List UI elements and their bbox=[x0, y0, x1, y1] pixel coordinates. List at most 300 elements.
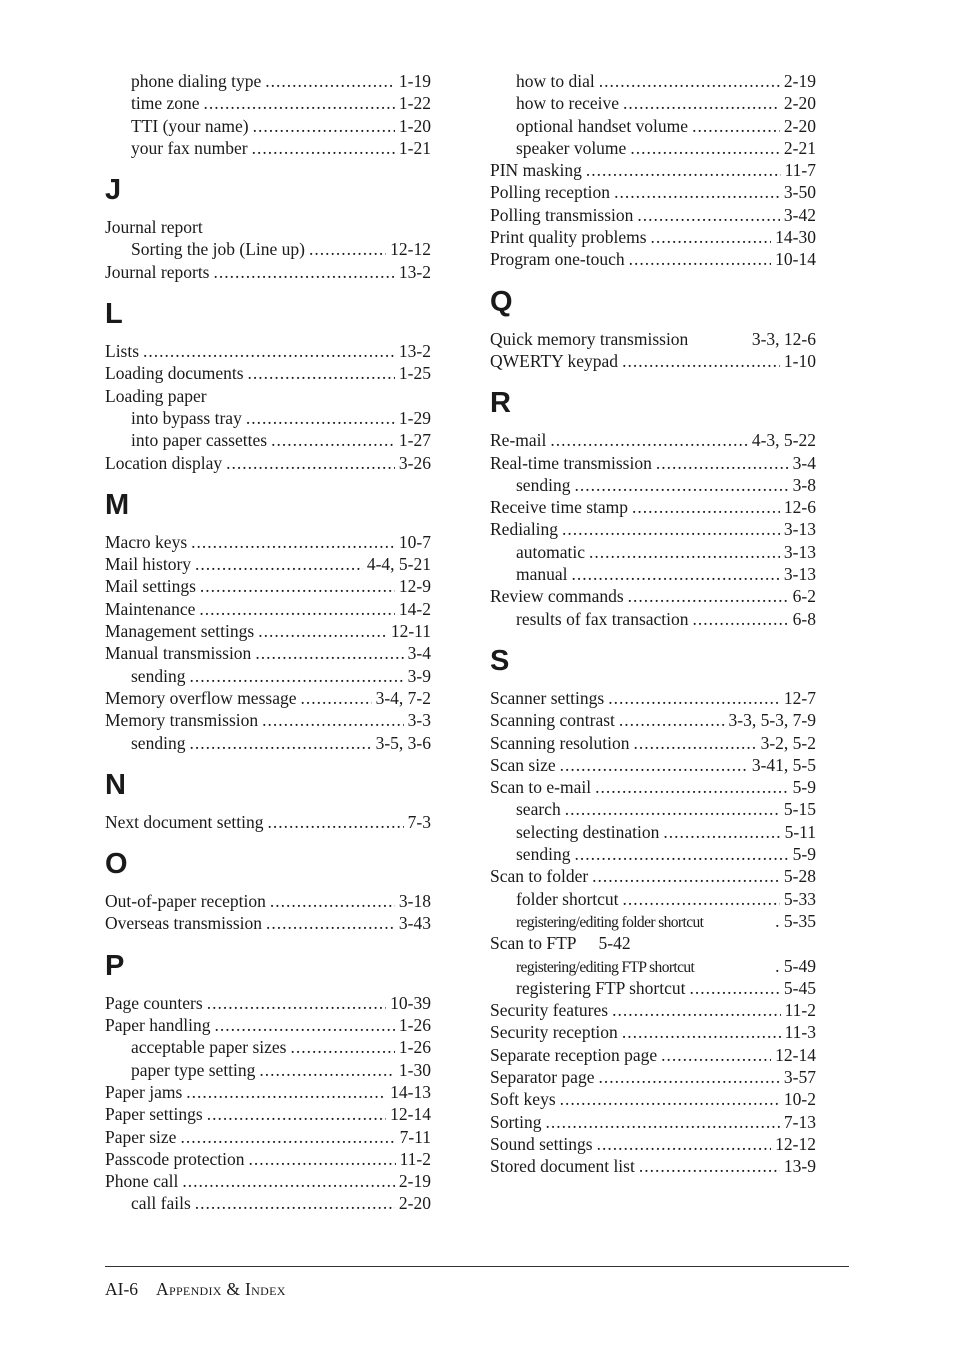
dot-leader bbox=[622, 1021, 781, 1043]
index-subentry bbox=[490, 821, 816, 843]
entry-page-ref: 3-50 bbox=[783, 182, 816, 203]
entry-label: Mail settings bbox=[105, 576, 196, 597]
dot-leader bbox=[623, 888, 780, 910]
footer-divider bbox=[105, 1266, 849, 1267]
entry-label: Sorting the job (Line up) bbox=[131, 239, 306, 260]
dot-leader bbox=[572, 563, 780, 585]
entry-page-ref: . 5-49 bbox=[775, 955, 816, 976]
entry-label: Scan to folder bbox=[490, 866, 589, 887]
entry-label: Lists bbox=[105, 341, 140, 362]
index-subentry bbox=[105, 115, 431, 137]
dot-leader bbox=[253, 115, 395, 137]
entry-label: sending bbox=[131, 665, 186, 686]
entry-label: sending bbox=[516, 474, 571, 495]
dot-leader bbox=[248, 362, 395, 384]
index-entry bbox=[490, 159, 816, 181]
index-letter-heading: S bbox=[490, 644, 510, 677]
dot-leader bbox=[270, 890, 395, 912]
index-entry bbox=[490, 687, 816, 709]
entry-page-ref: 10-39 bbox=[390, 992, 431, 1013]
entry-page-ref: 1-20 bbox=[398, 115, 431, 136]
entry-label: Scan to FTP bbox=[490, 933, 577, 954]
index-entry bbox=[490, 1155, 816, 1177]
index-entry bbox=[490, 429, 816, 451]
entry-page-ref: 7-13 bbox=[783, 1111, 816, 1132]
section-title: Appendix & Index bbox=[156, 1279, 286, 1299]
index-entry bbox=[490, 1088, 816, 1110]
entry-label: Redialing bbox=[490, 519, 559, 540]
index-subentry bbox=[105, 1036, 431, 1058]
entry-page-ref: 11-3 bbox=[784, 1022, 816, 1043]
entry-page-ref: 5-28 bbox=[783, 866, 816, 887]
entry-label: time zone bbox=[131, 93, 200, 114]
index-letter-heading: L bbox=[105, 298, 123, 331]
entry-label: Print quality problems bbox=[490, 227, 647, 248]
index-subentry bbox=[490, 843, 816, 865]
entry-page-ref: 3-57 bbox=[783, 1066, 816, 1087]
index-letter-heading: J bbox=[105, 174, 122, 207]
dot-leader bbox=[639, 1155, 780, 1177]
entry-page-ref: 3-26 bbox=[398, 452, 431, 473]
entry-label: Overseas transmission bbox=[105, 913, 262, 934]
entry-label: PIN masking bbox=[490, 160, 582, 181]
dot-leader bbox=[663, 821, 780, 843]
entry-label: Page counters bbox=[105, 992, 203, 1013]
index-entry bbox=[105, 385, 431, 407]
entry-page-ref: 1-27 bbox=[398, 430, 431, 451]
entry-label: Sound settings bbox=[490, 1133, 593, 1154]
entry-label: Scanner settings bbox=[490, 687, 605, 708]
entry-page-ref: 10-14 bbox=[775, 249, 816, 270]
entry-label: sending bbox=[131, 732, 186, 753]
entry-label: Paper settings bbox=[105, 1104, 203, 1125]
entry-page-ref: 3-13 bbox=[783, 564, 816, 585]
dot-leader bbox=[266, 912, 395, 934]
dot-leader bbox=[271, 429, 395, 451]
index-entry bbox=[490, 999, 816, 1021]
dot-leader bbox=[622, 350, 780, 372]
entry-label: Real-time transmission bbox=[490, 452, 652, 473]
dot-leader bbox=[630, 137, 780, 159]
entry-page-ref: 1-30 bbox=[398, 1059, 431, 1080]
entry-label: Security features bbox=[490, 1000, 609, 1021]
dot-leader bbox=[300, 687, 371, 709]
entry-label: Passcode protection bbox=[105, 1148, 245, 1169]
entry-page-ref: 2-20 bbox=[783, 115, 816, 136]
entry-page-ref: 13-2 bbox=[398, 341, 431, 362]
index-entry bbox=[490, 181, 816, 203]
index-subentry bbox=[490, 977, 816, 999]
index-subentry bbox=[105, 732, 431, 754]
entry-page-ref: 3-18 bbox=[398, 891, 431, 912]
index-entry bbox=[105, 1103, 431, 1125]
dot-leader bbox=[574, 474, 788, 496]
entry-page-ref: 12-7 bbox=[783, 687, 816, 708]
entry-page-ref: 4-3, 5-22 bbox=[751, 430, 816, 451]
dot-leader bbox=[612, 999, 780, 1021]
dot-leader bbox=[628, 585, 789, 607]
dot-leader bbox=[180, 1126, 395, 1148]
dot-leader bbox=[692, 115, 780, 137]
entry-page-ref: 3-8 bbox=[792, 474, 816, 495]
index-subentry bbox=[490, 798, 816, 820]
index-entry bbox=[105, 340, 431, 362]
entry-label: Security reception bbox=[490, 1022, 618, 1043]
index-subentry bbox=[105, 70, 431, 92]
dot-leader bbox=[246, 407, 395, 429]
dot-leader bbox=[595, 776, 789, 798]
entry-page-ref: 12-12 bbox=[390, 239, 431, 260]
entry-label: Scanning contrast bbox=[490, 710, 615, 731]
index-letter-heading: N bbox=[105, 768, 126, 801]
entry-label: search bbox=[516, 799, 561, 820]
dot-leader bbox=[182, 1170, 395, 1192]
entry-page-ref: 5-9 bbox=[792, 777, 816, 798]
dot-leader bbox=[546, 1111, 780, 1133]
dot-leader bbox=[255, 642, 403, 664]
entry-page-ref: 12-14 bbox=[775, 1044, 816, 1065]
entry-label: your fax number bbox=[131, 137, 248, 158]
entry-label: Memory overflow message bbox=[105, 687, 297, 708]
entry-page-ref: 3-5, 3-6 bbox=[375, 732, 431, 753]
dot-leader bbox=[195, 1192, 395, 1214]
entry-page-ref: 5-15 bbox=[783, 799, 816, 820]
index-entry bbox=[490, 328, 816, 350]
entry-label: selecting destination bbox=[516, 821, 660, 842]
index-entry bbox=[490, 865, 816, 887]
entry-page-ref: 3-3, 5-3, 7-9 bbox=[728, 710, 816, 731]
dot-leader bbox=[143, 340, 395, 362]
entry-label: Journal report bbox=[105, 217, 203, 238]
index-entry bbox=[490, 1044, 816, 1066]
entry-page-ref: 12-14 bbox=[390, 1104, 431, 1125]
dot-leader bbox=[550, 429, 747, 451]
index-subentry bbox=[105, 137, 431, 159]
entry-label: results of fax transaction bbox=[516, 608, 689, 629]
entry-label: call fails bbox=[131, 1193, 191, 1214]
entry-label: phone dialing type bbox=[131, 71, 262, 91]
entry-page-ref: 3-4 bbox=[407, 643, 431, 664]
entry-page-ref: 3-13 bbox=[783, 541, 816, 562]
dot-leader bbox=[656, 452, 789, 474]
entry-label: Location display bbox=[105, 452, 223, 473]
index-letter-heading: M bbox=[105, 488, 130, 521]
index-entry bbox=[105, 362, 431, 384]
index-subentry bbox=[490, 474, 816, 496]
entry-label: registering FTP shortcut bbox=[516, 977, 686, 998]
entry-label: speaker volume bbox=[516, 137, 627, 158]
dot-leader bbox=[634, 732, 757, 754]
page-number: AI-6 bbox=[105, 1279, 139, 1299]
dot-leader bbox=[214, 261, 395, 283]
entry-page-ref: 10-7 bbox=[398, 531, 431, 552]
entry-page-ref: 7-3 bbox=[407, 811, 431, 832]
dot-leader bbox=[191, 531, 395, 553]
entry-page-ref: 13-9 bbox=[783, 1156, 816, 1177]
dot-leader bbox=[637, 204, 780, 226]
entry-label: Scan to e-mail bbox=[490, 777, 592, 798]
entry-page-ref: 12-11 bbox=[390, 621, 431, 642]
index-entry bbox=[105, 1014, 431, 1036]
entry-page-ref: 11-7 bbox=[784, 160, 816, 181]
entry-page-ref: 3-9 bbox=[407, 665, 431, 686]
entry-page-ref: 3-13 bbox=[783, 519, 816, 540]
index-letter-heading: Q bbox=[490, 285, 513, 318]
dot-leader bbox=[597, 1133, 772, 1155]
entry-page-ref: 10-2 bbox=[783, 1089, 816, 1110]
index-entry bbox=[105, 598, 431, 620]
index-entry bbox=[490, 226, 816, 248]
index-subentry bbox=[105, 429, 431, 451]
index-entry bbox=[105, 452, 431, 474]
entry-label: Scanning resolution bbox=[490, 732, 630, 753]
entry-page-ref: 2-20 bbox=[398, 1193, 431, 1214]
entry-label: Separate reception page bbox=[490, 1044, 658, 1065]
entry-page-ref: 1-26 bbox=[398, 1037, 431, 1058]
dot-leader bbox=[207, 1103, 386, 1125]
entry-label: Out-of-paper reception bbox=[105, 891, 266, 912]
index-entry bbox=[490, 732, 816, 754]
dot-leader bbox=[309, 238, 386, 260]
entry-page-ref: 1-22 bbox=[398, 93, 431, 114]
dot-leader bbox=[214, 1014, 394, 1036]
index-subentry bbox=[105, 238, 431, 260]
index-entry bbox=[105, 553, 431, 575]
entry-page-ref: 3-2, 5-2 bbox=[760, 732, 816, 753]
dot-leader bbox=[200, 575, 395, 597]
index-entry bbox=[105, 811, 431, 833]
entry-label: automatic bbox=[516, 541, 586, 562]
dot-leader bbox=[661, 1044, 771, 1066]
dot-leader bbox=[186, 1081, 386, 1103]
index-entry bbox=[490, 518, 816, 540]
dot-leader bbox=[195, 553, 363, 575]
entry-label: registering/editing FTP shortcut bbox=[516, 958, 695, 976]
entry-page-ref: 3-3, 12-6 bbox=[751, 328, 816, 349]
entry-page-ref: 14-2 bbox=[398, 598, 431, 619]
index-entry bbox=[105, 912, 431, 934]
entry-page-ref: 3-4, 7-2 bbox=[375, 687, 431, 708]
index-entry bbox=[105, 992, 431, 1014]
index-subentry bbox=[490, 888, 816, 910]
entry-label: Paper jams bbox=[105, 1081, 183, 1102]
entry-page-ref: 11-2 bbox=[784, 1000, 816, 1021]
entry-page-ref: 3-3 bbox=[407, 710, 431, 731]
dot-leader bbox=[560, 1088, 780, 1110]
entry-label: Quick memory transmission bbox=[490, 328, 689, 349]
entry-label: Journal reports bbox=[105, 261, 210, 282]
entry-page-ref: 11-2 bbox=[399, 1148, 431, 1169]
index-letter-heading: O bbox=[105, 848, 128, 881]
entry-label: how to dial bbox=[516, 71, 595, 91]
entry-page-ref: 3-43 bbox=[398, 913, 431, 934]
entry-label: Re-mail bbox=[490, 430, 547, 451]
dot-leader bbox=[574, 843, 788, 865]
entry-page-ref: 5-45 bbox=[783, 977, 816, 998]
dot-leader bbox=[651, 226, 772, 248]
entry-label: manual bbox=[516, 564, 568, 585]
entry-page-ref: 1-21 bbox=[398, 137, 431, 158]
entry-label: Polling reception bbox=[490, 182, 611, 203]
dot-leader bbox=[199, 598, 395, 620]
entry-label: Polling transmission bbox=[490, 204, 634, 225]
dot-leader bbox=[258, 620, 387, 642]
index-entry bbox=[105, 1126, 431, 1148]
entry-label: Stored document list bbox=[490, 1156, 635, 1177]
index-entry bbox=[490, 204, 816, 226]
index-entry bbox=[105, 1170, 431, 1192]
dot-leader bbox=[599, 70, 780, 92]
entry-page-ref: 14-30 bbox=[775, 227, 816, 248]
entry-label: into bypass tray bbox=[131, 407, 242, 428]
index-subentry bbox=[105, 407, 431, 429]
entry-page-ref: 4-4, 5-21 bbox=[366, 554, 431, 575]
entry-label: Review commands bbox=[490, 586, 624, 607]
entry-label: Loading documents bbox=[105, 363, 244, 384]
dot-leader bbox=[226, 452, 395, 474]
index-entry bbox=[105, 890, 431, 912]
index-entry bbox=[490, 452, 816, 474]
entry-label: Next document setting bbox=[105, 811, 264, 832]
index-entry bbox=[490, 1066, 816, 1088]
dot-leader bbox=[265, 70, 395, 92]
index-subentry bbox=[490, 608, 816, 630]
entry-label: sending bbox=[516, 844, 571, 865]
index-subentry bbox=[105, 1059, 431, 1081]
dot-leader bbox=[560, 754, 748, 776]
index-subentry bbox=[490, 115, 816, 137]
entry-page-ref: 1-26 bbox=[398, 1015, 431, 1036]
dot-leader bbox=[259, 1059, 395, 1081]
index-entry bbox=[105, 642, 431, 664]
dot-leader bbox=[267, 811, 403, 833]
entry-page-ref: 7-11 bbox=[399, 1126, 431, 1147]
dot-leader bbox=[608, 687, 780, 709]
index-entry bbox=[105, 620, 431, 642]
dot-leader bbox=[565, 798, 780, 820]
dot-leader bbox=[614, 181, 780, 203]
entry-label: Management settings bbox=[105, 621, 255, 642]
dot-leader bbox=[248, 1148, 395, 1170]
index-entry bbox=[105, 687, 431, 709]
entry-page-ref: 1-10 bbox=[783, 350, 816, 371]
entry-page-ref: 6-2 bbox=[792, 586, 816, 607]
entry-label: TTI (your name) bbox=[131, 115, 249, 136]
entry-label: Paper handling bbox=[105, 1015, 211, 1036]
index-entry bbox=[105, 216, 431, 238]
dot-leader bbox=[632, 496, 780, 518]
index-entry bbox=[490, 754, 816, 776]
index-entry bbox=[490, 350, 816, 372]
index-entry bbox=[490, 585, 816, 607]
dot-leader bbox=[619, 709, 725, 731]
dot-leader bbox=[623, 92, 780, 114]
entry-label: acceptable paper sizes bbox=[131, 1037, 287, 1058]
dot-leader bbox=[204, 92, 395, 114]
entry-page-ref: 2-21 bbox=[783, 137, 816, 158]
dot-leader bbox=[189, 665, 403, 687]
dot-leader bbox=[592, 865, 780, 887]
entry-page-ref: 1-25 bbox=[398, 363, 431, 384]
entry-label: Soft keys bbox=[490, 1089, 556, 1110]
entry-label: how to receive bbox=[516, 93, 620, 114]
dot-leader bbox=[589, 541, 780, 563]
index-entry bbox=[490, 709, 816, 731]
entry-label: Scan size bbox=[490, 754, 556, 775]
index-entry bbox=[105, 531, 431, 553]
entry-page-ref: 5-9 bbox=[792, 844, 816, 865]
entry-page-ref: 13-2 bbox=[398, 261, 431, 282]
index-entry bbox=[105, 1148, 431, 1170]
dot-leader bbox=[290, 1036, 394, 1058]
entry-label: registering/editing folder shortcut bbox=[516, 913, 704, 931]
entry-page-ref: 6-8 bbox=[792, 608, 816, 629]
index-entry bbox=[105, 261, 431, 283]
index-subentry bbox=[105, 92, 431, 114]
index-entry bbox=[490, 248, 816, 270]
page-footer bbox=[105, 1278, 286, 1300]
index-entry bbox=[490, 1133, 816, 1155]
index-subentry bbox=[105, 1192, 431, 1214]
entry-label: Maintenance bbox=[105, 598, 196, 619]
entry-label: into paper cassettes bbox=[131, 430, 268, 451]
index-entry bbox=[105, 1081, 431, 1103]
entry-page-ref: . 5-35 bbox=[775, 910, 816, 931]
index-subentry bbox=[490, 955, 816, 977]
entry-page-ref: 1-19 bbox=[398, 71, 431, 91]
entry-label: folder shortcut bbox=[516, 888, 619, 909]
entry-page-ref: 3-41, 5-5 bbox=[751, 754, 816, 775]
entry-page-ref: 2-20 bbox=[783, 93, 816, 114]
dot-leader bbox=[262, 709, 404, 731]
index-subentry bbox=[490, 137, 816, 159]
index-subentry bbox=[490, 70, 816, 92]
entry-page-ref: 14-13 bbox=[390, 1081, 431, 1102]
index-column-left bbox=[105, 70, 431, 1215]
entry-page-ref: 3-42 bbox=[783, 204, 816, 225]
entry-page-ref: 2-19 bbox=[783, 71, 816, 91]
entry-label: Separator page bbox=[490, 1066, 595, 1087]
dot-leader bbox=[629, 248, 772, 270]
index-entry bbox=[105, 709, 431, 731]
index-letter-heading: P bbox=[105, 949, 125, 982]
entry-label: optional handset volume bbox=[516, 115, 689, 136]
entry-label: QWERTY keypad bbox=[490, 350, 619, 371]
dot-leader bbox=[252, 137, 395, 159]
entry-page-ref: 5-42 bbox=[598, 933, 631, 954]
entry-label: Paper size bbox=[105, 1126, 177, 1147]
dot-leader bbox=[693, 608, 789, 630]
index-column-right bbox=[490, 70, 816, 1177]
entry-label: Mail history bbox=[105, 554, 192, 575]
entry-page-ref: 1-29 bbox=[398, 407, 431, 428]
index-letter-heading: R bbox=[490, 387, 511, 420]
index-entry bbox=[490, 776, 816, 798]
dot-leader bbox=[189, 732, 371, 754]
index-subentry bbox=[490, 92, 816, 114]
entry-label: Sorting bbox=[490, 1111, 542, 1132]
entry-page-ref: 12-6 bbox=[783, 497, 816, 518]
index-entry bbox=[490, 1021, 816, 1043]
entry-label: paper type setting bbox=[131, 1059, 256, 1080]
entry-label: Manual transmission bbox=[105, 643, 252, 664]
entry-page-ref: 12-9 bbox=[398, 576, 431, 597]
entry-label: Phone call bbox=[105, 1171, 179, 1192]
dot-leader bbox=[689, 977, 779, 999]
index-entry bbox=[490, 1111, 816, 1133]
entry-page-ref: 2-19 bbox=[398, 1171, 431, 1192]
entry-page-ref: 5-11 bbox=[784, 821, 816, 842]
